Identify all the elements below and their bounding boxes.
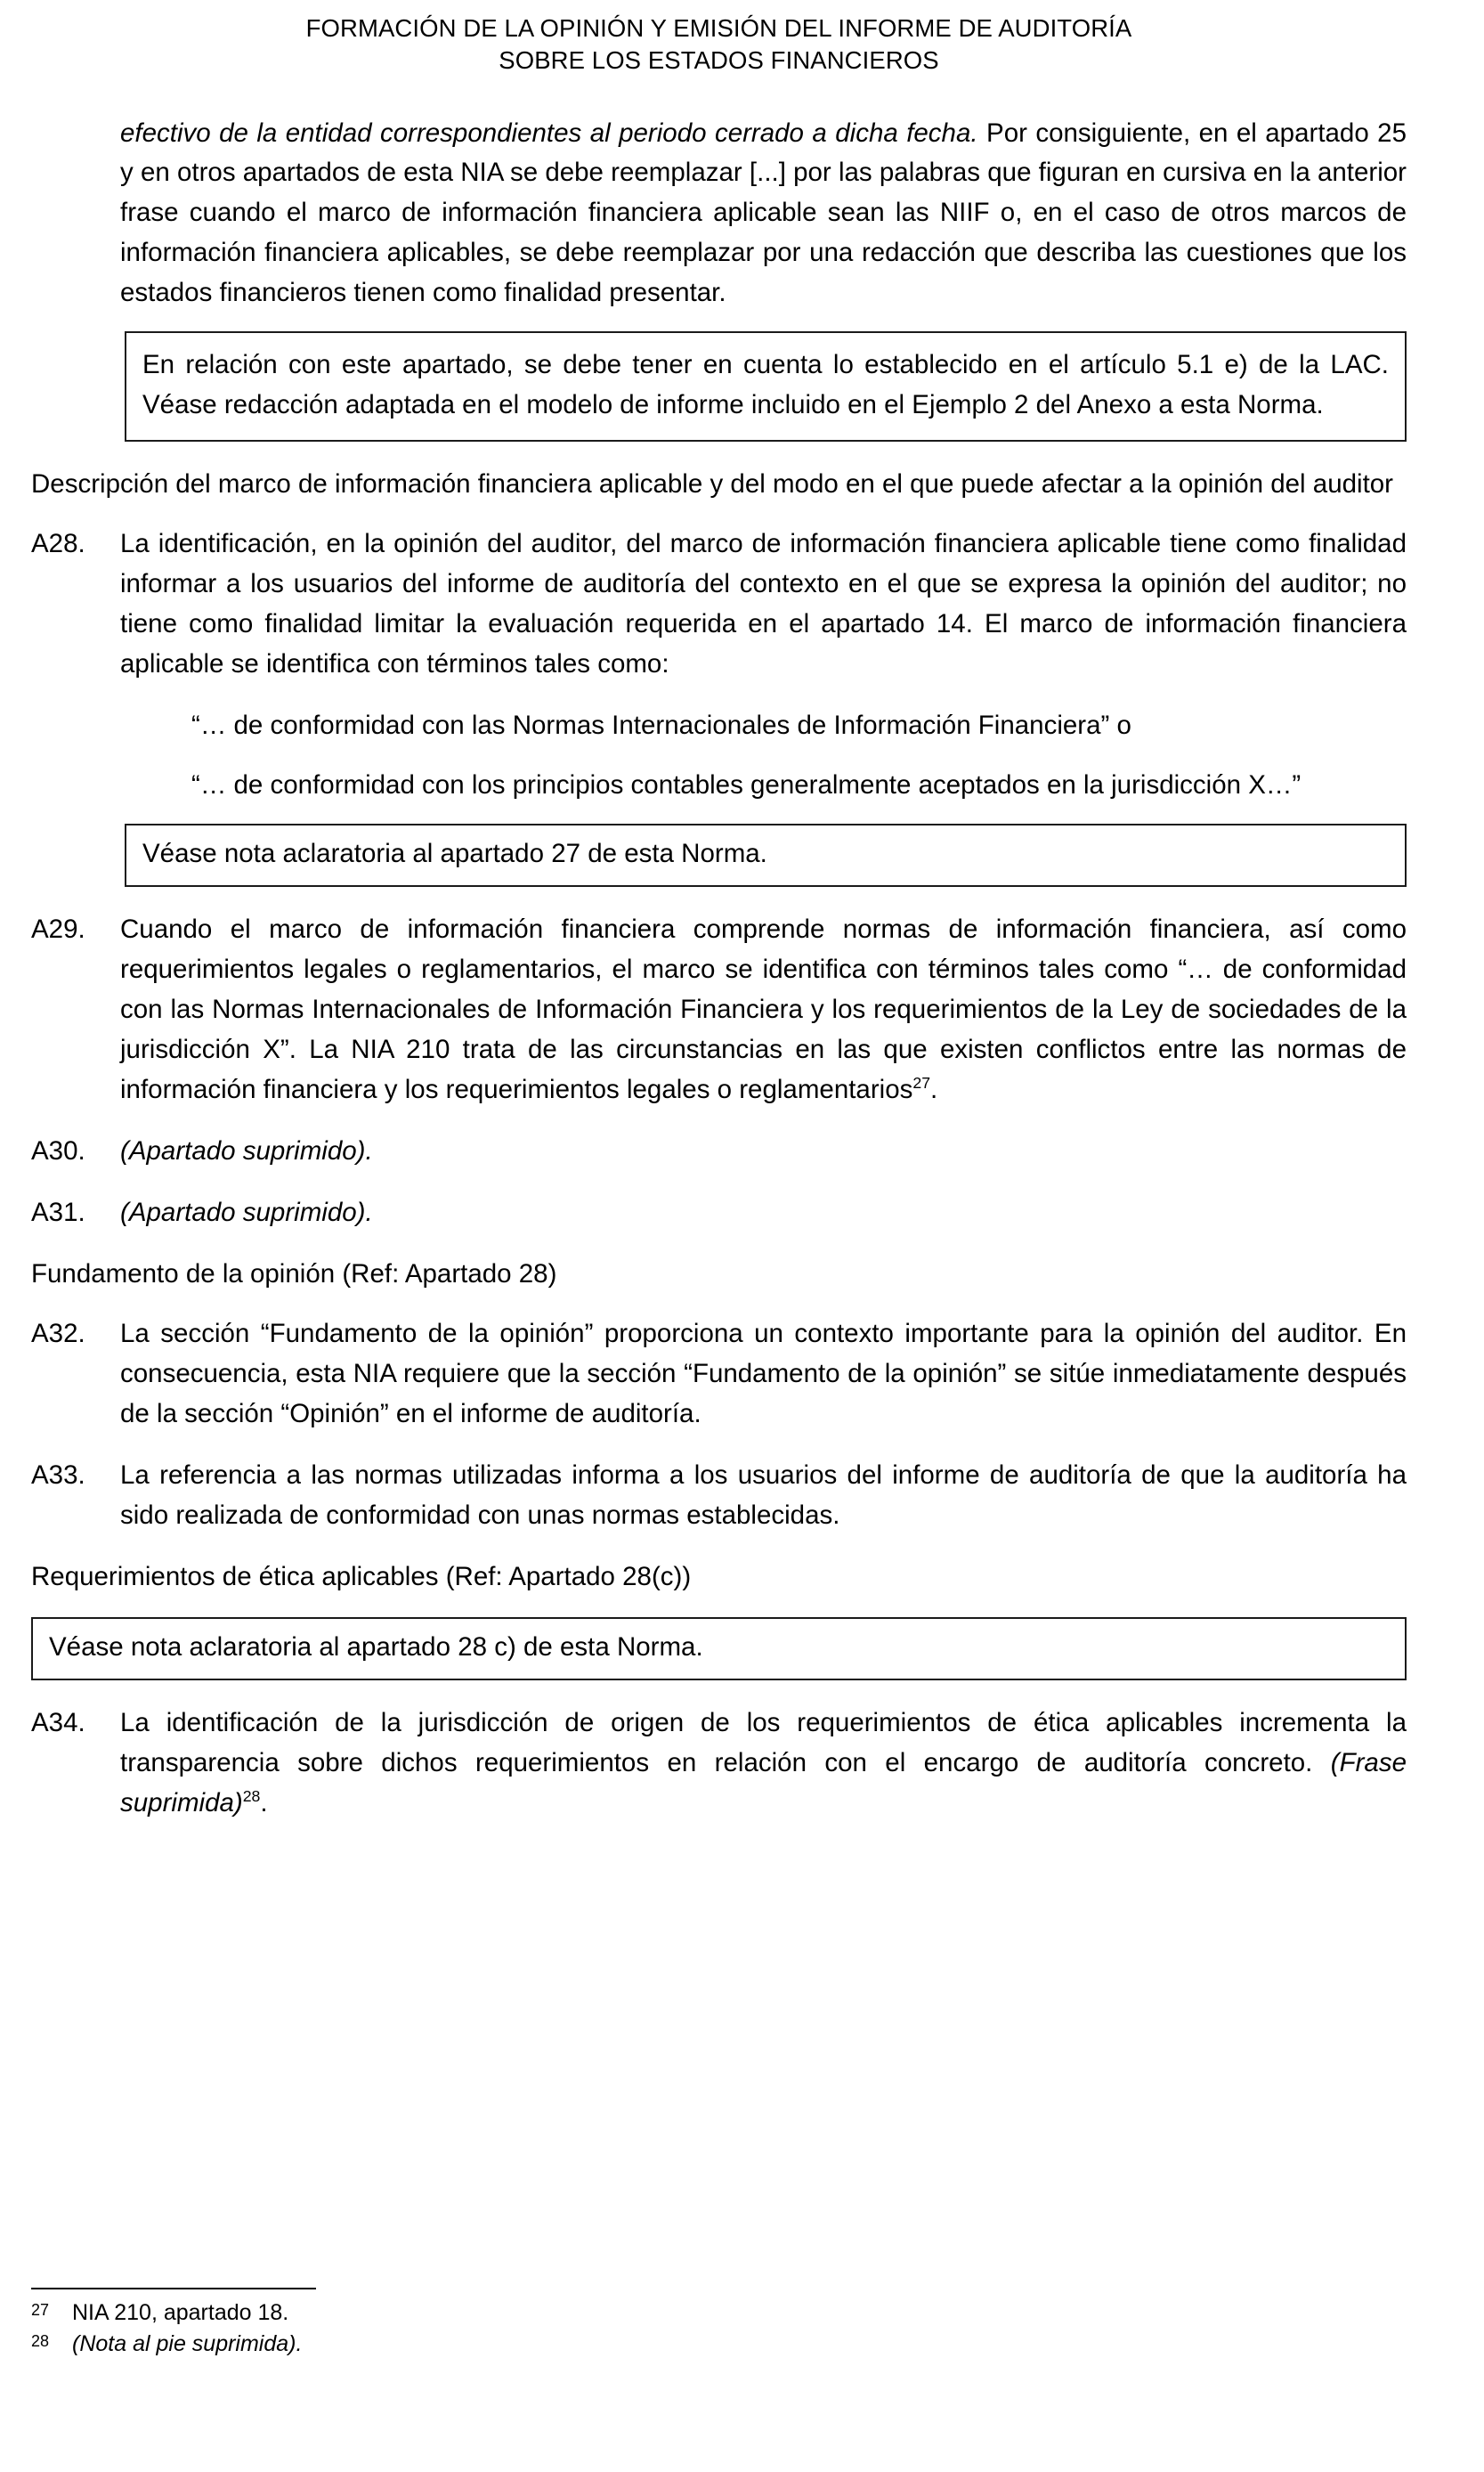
paragraph-a33-body: La referencia a las normas utilizadas informa a los usuarios del informe de auditoría de que la auditoría ha sido realizada de conformidad con unas normas establecidas.	[120, 1460, 1407, 1531]
intro-paragraph	[120, 114, 1407, 314]
note-box-article-5-1-e	[125, 331, 1407, 442]
paragraph-a31-body: (Apartado suprimido).	[120, 1198, 373, 1228]
paragraph-a30-body: (Apartado suprimido).	[120, 1136, 373, 1167]
quote-item-2: “… de conformidad con los principios contables generalmente aceptados en la jurisdicción X…”	[191, 770, 1302, 801]
footnote-27	[31, 2298, 1407, 2328]
heading-fundamento-opinion: Fundamento de la opinión (Ref: Apartado 28)	[31, 1259, 557, 1289]
footnote-28-number: 28	[31, 2331, 50, 2350]
footnote-27-text: NIA 210, apartado 18.	[72, 2300, 289, 2325]
paragraph-a34-italic: (Frase suprimida)	[120, 1748, 1407, 1817]
paragraph-a34-text: La identificación de la jurisdicción de origen de los requerimientos de ética aplicables incrementa la transparencia sobre dichos requerimientos en relación con el encargo de auditoría concreto.	[120, 1708, 1407, 1778]
paragraph-a34-label: A34.	[31, 1708, 85, 1738]
note-box-1-text: En relación con este apartado, se debe tener en cuenta lo establecido en el artículo 5.1 e) de la LAC. Véase redacción adaptada en el modelo de informe incluido en el Ejemplo 2 del Anexo a esta Norma.	[142, 350, 1389, 420]
footnote-area	[31, 2288, 1407, 2360]
paragraph-a32-label: A32.	[31, 1319, 85, 1349]
paragraph-a34	[31, 1704, 1407, 1824]
footnote-28	[31, 2330, 1407, 2359]
footnote-28-text: (Nota al pie suprimida).	[72, 2330, 303, 2356]
paragraph-a28	[31, 524, 1407, 685]
heading-descripcion-marco: Descripción del marco de información financiera aplicable y del modo en el que puede afectar a la opinión del auditor	[31, 469, 1394, 500]
footnote-ref-27[interactable]: 27	[912, 1074, 931, 1093]
paragraph-a29	[31, 910, 1407, 1110]
paragraph-a29-body	[120, 910, 1407, 1110]
footnote-27-number: 27	[31, 2301, 50, 2319]
paragraph-a33	[31, 1456, 1407, 1536]
paragraph-a29-text-end: .	[930, 1075, 938, 1105]
paragraph-a32-body: La sección “Fundamento de la opinión” proporciona un contexto importante para la opinión del auditor. En consecuencia, esta NIA requiere que la sección “Fundamento de la opinión” se sitúe inmediatamente después de la sección “Opinión” en el informe de auditoría.	[120, 1319, 1407, 1429]
note-box-apartado-27	[125, 824, 1407, 887]
footnote-ref-28[interactable]: 28	[242, 1787, 261, 1806]
note-box-apartado-28c	[31, 1617, 1407, 1680]
running-header	[31, 12, 1407, 77]
paragraph-a30	[31, 1132, 1407, 1172]
paragraph-a32	[31, 1314, 1407, 1435]
note-box-2-text: Véase nota aclaratoria al apartado 27 de esta Norma.	[142, 839, 767, 869]
quote-item-1: “… de conformidad con las Normas Internacionales de Información Financiera” o	[191, 711, 1131, 741]
paragraph-a34-text-end: .	[260, 1788, 268, 1817]
paragraph-a28-body: La identificación, en la opinión del auditor, del marco de información financiera aplicable tiene como finalidad informar a los usuarios del informe de auditoría del contexto en el que se expresa la opinión del auditor; no tiene como finalidad limitar la evaluación requerida en el apartado 14. El marco de información financiera aplicable se identifica con términos tales como:	[120, 529, 1407, 679]
paragraph-a31-label: A31.	[31, 1198, 85, 1228]
paragraph-a28-label: A28.	[31, 529, 85, 559]
paragraph-a30-label: A30.	[31, 1136, 85, 1167]
running-header-line-1: FORMACIÓN DE LA OPINIÓN Y EMISIÓN DEL INFORME DE AUDITORÍA	[305, 14, 1132, 42]
intro-paragraph-rest: Por consiguiente, en el apartado 25 y en otros apartados de esta NIA se debe reemplazar [...] por las palabras que figuran en cursiva en la anterior frase cuando el marco de información financiera aplicable sean las NIIF o, en el caso de otros marcos de información financiera aplicables, se debe reemplazar por una redacción que describa las cuestiones que los estados financieros tienen como finalidad presentar.	[120, 118, 1407, 308]
paragraph-a29-text: Cuando el marco de información financiera comprende normas de información financiera, así como requerimientos legales o reglamentarios, el marco se identifica con términos tales como “… de conformidad con las Normas Internacionales de Información Financiera y los requerimientos de la Ley de sociedades de la jurisdicción X”. La NIA 210 trata de las circunstancias en las que existen conflictos entre las normas de información financiera y los requerimientos legales o reglamentarios	[120, 915, 1407, 1105]
heading-requerimientos-etica: Requerimientos de ética aplicables (Ref: Apartado 28(c))	[31, 1562, 692, 1592]
paragraph-a29-label: A29.	[31, 915, 85, 945]
note-box-3-text: Véase nota aclaratoria al apartado 28 c) de esta Norma.	[49, 1632, 703, 1663]
paragraph-a31	[31, 1193, 1407, 1233]
intro-paragraph-italic-lead: efectivo de la entidad correspondientes al periodo cerrado a dicha fecha.	[120, 118, 978, 148]
paragraph-a34-body	[120, 1704, 1407, 1824]
paragraph-a33-label: A33.	[31, 1460, 85, 1491]
footnote-separator	[31, 2288, 316, 2289]
running-header-line-2: SOBRE LOS ESTADOS FINANCIEROS	[499, 45, 939, 74]
